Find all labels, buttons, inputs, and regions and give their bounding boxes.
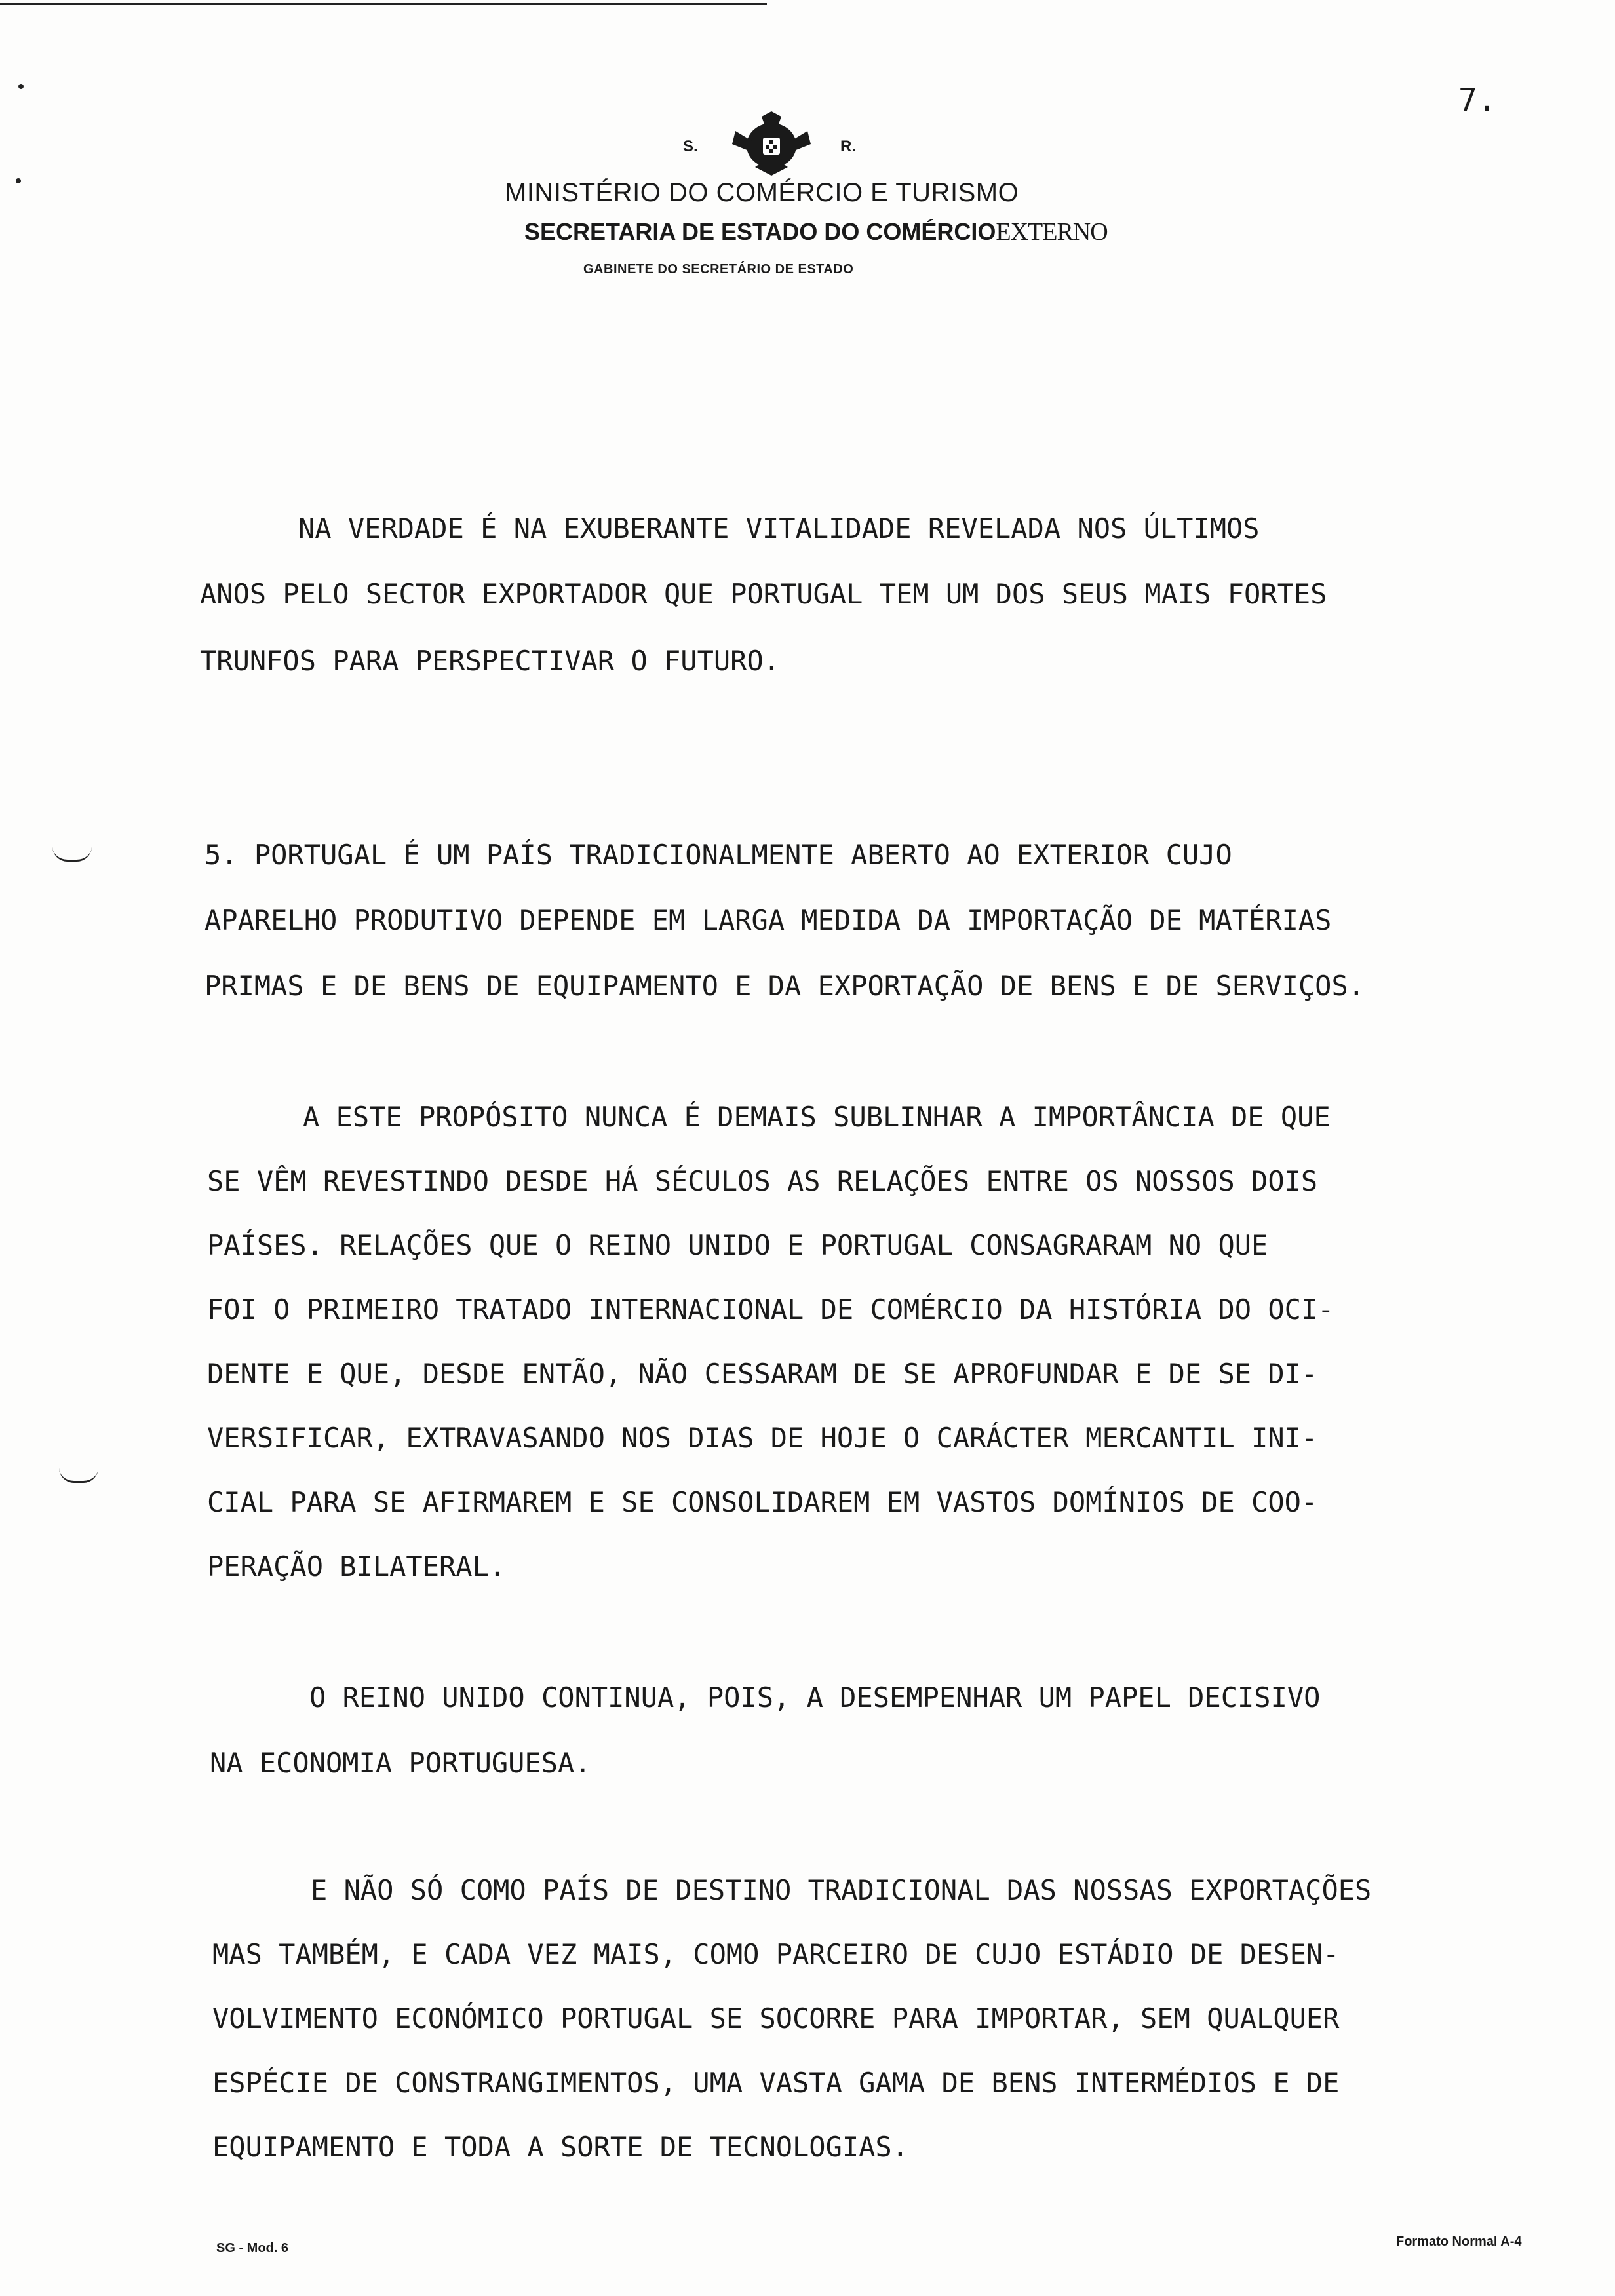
text-line: TRUNFOS PARA PERSPECTIVAR O FUTURO. — [200, 645, 781, 677]
text-line: ESPÉCIE DE CONSTRANGIMENTOS, UMA VASTA GAMA DE BENS INTERMÉDIOS E DE — [212, 2067, 1340, 2099]
text-line: CIAL PARA SE AFIRMAREM E SE CONSOLIDAREM EM VASTOS DOMÍNIOS DE COO- — [207, 1486, 1318, 1518]
text-line: NA ECONOMIA PORTUGUESA. — [210, 1747, 591, 1779]
crest-letter-r: R. — [840, 138, 856, 155]
top-rule — [0, 3, 767, 5]
secretaria-name — [524, 218, 1108, 246]
margin-speck — [18, 84, 24, 89]
footer-paper-format: Formato Normal A-4 — [1396, 2234, 1522, 2249]
text-line: FOI O PRIMEIRO TRATADO INTERNACIONAL DE COMÉRCIO DA HISTÓRIA DO OCI- — [207, 1293, 1334, 1326]
margin-hole-mark — [52, 847, 92, 862]
footer-form-code: SG - Mod. 6 — [216, 2241, 288, 2255]
gabinete-name: GABINETE DO SECRETÁRIO DE ESTADO — [583, 262, 854, 277]
text-line: A ESTE PROPÓSITO NUNCA É DEMAIS SUBLINHAR A IMPORTÂNCIA DE QUE — [303, 1101, 1331, 1133]
secretaria-suffix: EXTERNO — [996, 218, 1108, 246]
margin-hole-mark — [59, 1468, 98, 1483]
coat-of-arms-icon — [722, 111, 821, 177]
text-line: O REINO UNIDO CONTINUA, POIS, A DESEMPENHAR UM PAPEL DECISIVO — [309, 1681, 1321, 1713]
text-line: MAS TAMBÉM, E CADA VEZ MAIS, COMO PARCEIRO DE CUJO ESTÁDIO DE DESEN- — [212, 1938, 1340, 1970]
text-line: VERSIFICAR, EXTRAVASANDO NOS DIAS DE HOJE O CARÁCTER MERCANTIL INI- — [207, 1422, 1318, 1454]
text-line: E NÃO SÓ COMO PAÍS DE DESTINO TRADICIONAL DAS NOSSAS EXPORTAÇÕES — [311, 1874, 1372, 1906]
text-line: PERAÇÃO BILATERAL. — [207, 1550, 506, 1582]
margin-speck — [16, 178, 21, 183]
text-line: VOLVIMENTO ECONÓMICO PORTUGAL SE SOCORRE PARA IMPORTAR, SEM QUALQUER — [212, 2002, 1340, 2035]
text-line: APARELHO PRODUTIVO DEPENDE EM LARGA MEDIDA DA IMPORTAÇÃO DE MATÉRIAS — [204, 904, 1332, 936]
text-line: DENTE E QUE, DESDE ENTÃO, NÃO CESSARAM DE SE APROFUNDAR E DE SE DI- — [207, 1358, 1318, 1390]
crest-row — [675, 111, 885, 177]
text-line: ANOS PELO SECTOR EXPORTADOR QUE PORTUGAL TEM UM DOS SEUS MAIS FORTES — [200, 578, 1327, 610]
text-line: SE VÊM REVESTINDO DESDE HÁ SÉCULOS AS RELAÇÕES ENTRE OS NOSSOS DOIS — [207, 1165, 1318, 1197]
text-line: NA VERDADE É NA EXUBERANTE VITALIDADE REVELADA NOS ÚLTIMOS — [298, 512, 1260, 545]
text-line: EQUIPAMENTO E TODA A SORTE DE TECNOLOGIAS. — [212, 2131, 909, 2163]
text-line: 5. PORTUGAL É UM PAÍS TRADICIONALMENTE ABERTO AO EXTERIOR CUJO — [204, 839, 1232, 871]
page-number: 7. — [1458, 82, 1496, 119]
crest-letter-s: S. — [683, 138, 698, 155]
secretaria-label: SECRETARIA DE ESTADO DO COMÉRCIO — [524, 218, 996, 245]
ministry-name: MINISTÉRIO DO COMÉRCIO E TURISMO — [505, 178, 1019, 207]
text-line: PRIMAS E DE BENS DE EQUIPAMENTO E DA EXPORTAÇÃO DE BENS E DE SERVIÇOS. — [204, 970, 1365, 1002]
text-line: PAÍSES. RELAÇÕES QUE O REINO UNIDO E PORTUGAL CONSAGRARAM NO QUE — [207, 1229, 1268, 1261]
